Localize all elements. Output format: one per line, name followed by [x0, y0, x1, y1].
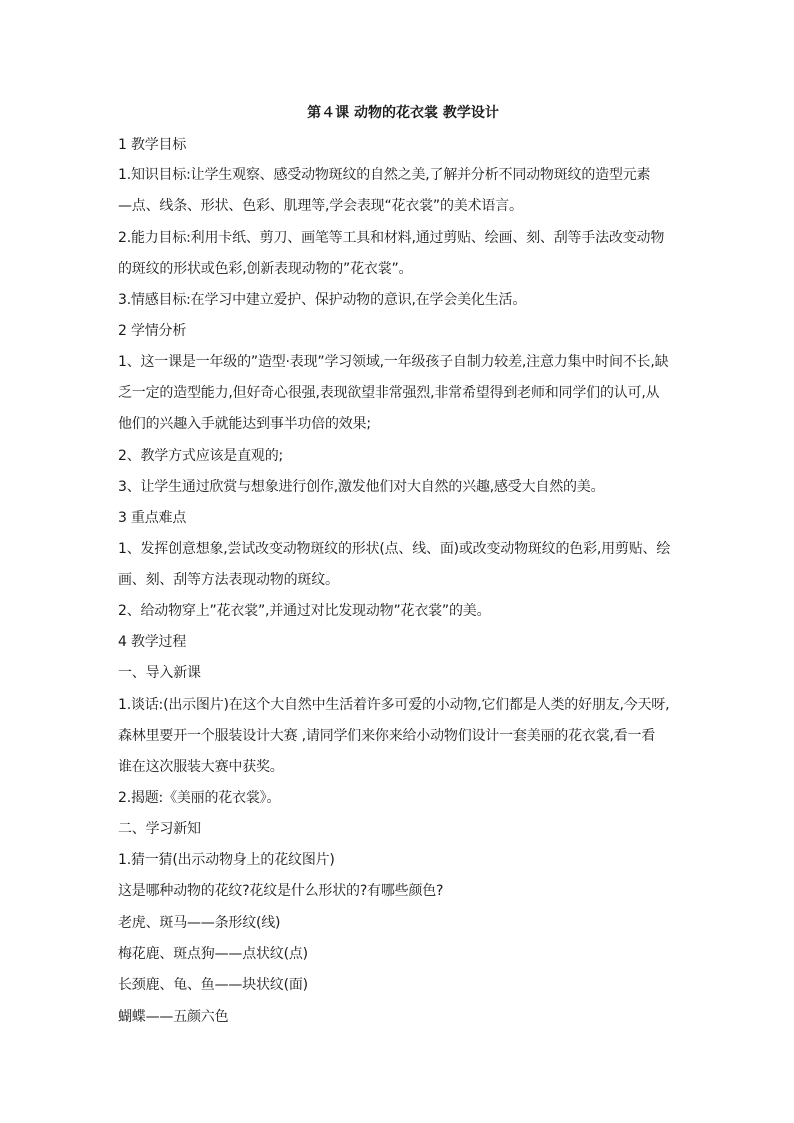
section-heading-key-points: 3 重点难点	[118, 510, 187, 526]
paragraph-line: 他们的兴趣入手就能达到事半功倍的效果;	[118, 416, 371, 432]
paragraph-line: 这是哪种动物的花纹?花纹是什么形状的?有哪些颜色?	[118, 883, 444, 899]
paragraph-line: 3.情感目标:在学习中建立爱护、保护动物的意识,在学会美化生活。	[118, 292, 527, 308]
paragraph-line: 1.猜一猜(出示动物身上的花纹图片)	[118, 852, 335, 868]
paragraph-line: 1.知识目标:让学生观察、感受动物斑纹的自然之美,了解并分析不同动物斑纹的造型元素	[118, 167, 651, 183]
list-item: 长颈鹿、龟、鱼——块状纹(面)	[118, 977, 308, 993]
document-title: 第４课 动物的花衣裳 教学设计	[307, 105, 499, 121]
paragraph-line: 1.谈话:(出示图片)在这个大自然中生活着许多可爱的小动物,它们都是人类的好朋友,今天呀,	[118, 697, 670, 713]
section-heading-process: 4 教学过程	[118, 634, 187, 650]
paragraph-line: 2、给动物穿上”花衣裳”,并通过对比发现动物”花衣裳”的美。	[118, 603, 491, 619]
paragraph-line: 2.能力目标:利用卡纸、剪刀、画笔等工具和材料,通过剪贴、绘画、刻、刮等手法改变动物	[118, 230, 665, 246]
paragraph-line: 3、让学生通过欣赏与想象进行创作,激发他们对大自然的兴趣,感受大自然的美。	[118, 479, 605, 495]
paragraph-line: 1、这一课是一年级的”造型·表现”学习领域,一年级孩子自制力较差,注意力集中时间不长,缺	[118, 354, 669, 370]
paragraph-line: —点、线条、形状、色彩、肌理等,学会表现“花衣裳”的美术语言。	[118, 198, 523, 214]
paragraph-line: 2、教学方式应该是直观的;	[118, 448, 284, 464]
section-heading-objectives: 1 教学目标	[118, 137, 187, 153]
paragraph-line: 1、发挥创意想象,尝试改变动物斑纹的形状(点、线、面)或改变动物斑纹的色彩,用剪贴、绘	[118, 541, 671, 557]
subheading-new-knowledge: 二、学习新知	[118, 821, 201, 837]
paragraph-line: 乏一定的造型能力,但好奇心很强,表现欲望非常强烈,非常希望得到老师和同学们的认可,从	[118, 385, 660, 401]
section-heading-analysis: 2 学情分析	[118, 323, 187, 339]
list-item: 老虎、斑马——条形纹(线)	[118, 915, 281, 931]
list-item: 蝴蝶——五颜六色	[118, 1009, 229, 1025]
subheading-intro: 一、导入新课	[118, 665, 201, 681]
paragraph-line: 森林里要开一个服装设计大赛 ,请同学们来你来给小动物们设计一套美丽的花衣裳,看一看	[118, 728, 656, 744]
paragraph-line: 的斑纹的形状或色彩,创新表现动物的”花衣裳”。	[118, 261, 413, 277]
paragraph-line: 2.揭题:《美丽的花衣裳》。	[118, 790, 281, 806]
paragraph-line: 谁在这次服装大赛中获奖。	[118, 759, 284, 775]
list-item: 梅花鹿、斑点狗——点状纹(点)	[118, 946, 308, 962]
paragraph-line: 画、刻、刮等方法表现动物的斑纹。	[118, 572, 339, 588]
